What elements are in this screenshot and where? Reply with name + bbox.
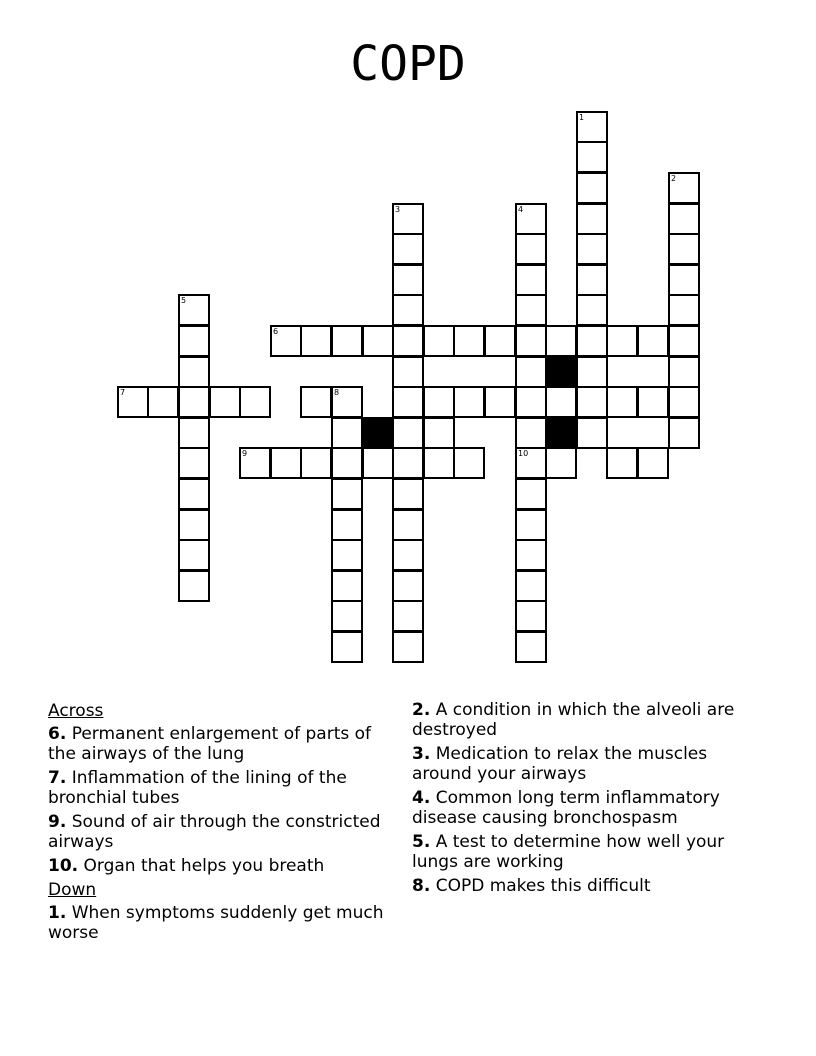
crossword-cell[interactable] (392, 539, 424, 571)
crossword-cell[interactable] (178, 570, 210, 602)
crossword-cell[interactable] (392, 509, 424, 541)
crossword-cell[interactable] (178, 356, 210, 388)
crossword-cell[interactable] (515, 600, 547, 632)
crossword-cell[interactable] (178, 325, 210, 357)
clue-across-10 (48, 856, 388, 876)
crossword-cell[interactable] (270, 325, 302, 357)
crossword-cell[interactable] (668, 172, 700, 204)
crossword-cell[interactable] (576, 172, 608, 204)
cell-number: 5 (181, 296, 187, 305)
clue-text: COPD makes this difficult (435, 876, 651, 896)
cell-number: 1 (579, 113, 585, 122)
cell-number: 6 (273, 327, 279, 336)
crossword-cell[interactable] (392, 294, 424, 326)
clue-number: 5. (412, 832, 431, 852)
crossword-cell[interactable] (515, 264, 547, 296)
crossword-cell[interactable] (576, 325, 608, 357)
crossword-cell[interactable] (668, 203, 700, 235)
crossword-cell[interactable] (392, 386, 424, 418)
crossword-cell[interactable] (637, 386, 669, 418)
crossword-cell[interactable] (668, 386, 700, 418)
crossword-cell[interactable] (270, 447, 302, 479)
crossword-cell[interactable] (515, 570, 547, 602)
clue-down-5 (412, 832, 752, 872)
crossword-cell[interactable] (178, 417, 210, 449)
blocked-cell (362, 417, 394, 449)
crossword-cell[interactable] (515, 539, 547, 571)
crossword-cell[interactable] (178, 447, 210, 479)
crossword-cell[interactable] (392, 478, 424, 510)
crossword-cell[interactable] (515, 203, 547, 235)
crossword-cell[interactable] (362, 447, 394, 479)
down-clues (412, 700, 752, 900)
clue-down-4 (412, 788, 752, 828)
across-clues (48, 700, 388, 947)
clue-number: 7. (48, 768, 67, 788)
clue-text: Organ that helps you breath (83, 856, 325, 876)
clue-down-1 (48, 903, 388, 943)
crossword-cell[interactable] (178, 294, 210, 326)
clue-across-9 (48, 812, 388, 852)
crossword-cell[interactable] (576, 233, 608, 265)
cell-number: 3 (395, 205, 401, 214)
crossword-cell[interactable] (668, 264, 700, 296)
crossword-cell[interactable] (606, 447, 638, 479)
crossword-cell[interactable] (606, 325, 638, 357)
crossword-cell[interactable] (576, 356, 608, 388)
blocked-cell (545, 356, 577, 388)
crossword-cell[interactable] (515, 417, 547, 449)
crossword-cell[interactable] (668, 356, 700, 388)
crossword-cell[interactable] (576, 264, 608, 296)
clue-number: 1. (48, 903, 67, 923)
clue-text: When symptoms suddenly get much worse (48, 903, 384, 943)
clue-down-2 (412, 700, 752, 740)
clue-number: 2. (412, 700, 431, 720)
clue-number: 4. (412, 788, 431, 808)
crossword-cell[interactable] (576, 386, 608, 418)
clue-number: 3. (412, 744, 431, 764)
clue-number: 10. (48, 856, 79, 876)
cell-number: 10 (518, 449, 529, 458)
crossword-cell[interactable] (606, 386, 638, 418)
clue-text: Medication to relax the muscles around your airways (412, 744, 708, 784)
crossword-cell[interactable] (515, 447, 547, 479)
crossword-cell[interactable] (392, 600, 424, 632)
crossword-cell[interactable] (515, 294, 547, 326)
clue-text: Sound of air through the constricted airways (48, 812, 381, 852)
crossword-cell[interactable] (147, 386, 179, 418)
crossword-cell[interactable] (453, 325, 485, 357)
clue-number: 6. (48, 724, 67, 744)
crossword-cell[interactable] (423, 447, 455, 479)
clue-across-6 (48, 724, 388, 764)
crossword-cell[interactable] (331, 325, 363, 357)
crossword-cell[interactable] (392, 447, 424, 479)
crossword-cell[interactable] (576, 417, 608, 449)
crossword-cell[interactable] (576, 111, 608, 143)
clue-across-7 (48, 768, 388, 808)
crossword-cell[interactable] (576, 294, 608, 326)
across-heading: Across (48, 701, 104, 721)
clue-down-8 (412, 876, 752, 896)
crossword-cell[interactable] (484, 386, 516, 418)
crossword-cell[interactable] (545, 386, 577, 418)
cell-number: 8 (334, 388, 340, 397)
crossword-cell[interactable] (300, 325, 332, 357)
crossword-cell[interactable] (637, 447, 669, 479)
crossword-cell[interactable] (668, 325, 700, 357)
crossword-cell[interactable] (300, 447, 332, 479)
crossword-cell[interactable] (331, 386, 363, 418)
cell-number: 9 (242, 449, 248, 458)
crossword-cell[interactable] (668, 417, 700, 449)
crossword-cell[interactable] (392, 631, 424, 663)
crossword-cell[interactable] (545, 447, 577, 479)
crossword-cell[interactable] (209, 386, 241, 418)
down-heading: Down (48, 880, 97, 900)
crossword-cell[interactable] (515, 631, 547, 663)
clue-down-3 (412, 744, 752, 784)
crossword-cell[interactable] (515, 233, 547, 265)
crossword-cell[interactable] (331, 417, 363, 449)
crossword-cell[interactable] (178, 509, 210, 541)
crossword-cell[interactable] (331, 509, 363, 541)
crossword-cell[interactable] (392, 203, 424, 235)
crossword-cell[interactable] (392, 570, 424, 602)
crossword-cell[interactable] (484, 325, 516, 357)
crossword-cell[interactable] (453, 386, 485, 418)
crossword-cell[interactable] (545, 325, 577, 357)
clue-text: Inflammation of the lining of the bronchial tubes (48, 768, 347, 808)
clue-text: A test to determine how well your lungs are working (412, 832, 725, 872)
crossword-cell[interactable] (515, 509, 547, 541)
crossword-cell[interactable] (331, 570, 363, 602)
crossword-cell[interactable] (331, 539, 363, 571)
clue-text: Common long term inflammatory disease causing bronchospasm (412, 788, 720, 828)
crossword-cell[interactable] (178, 539, 210, 571)
crossword-cell[interactable] (423, 386, 455, 418)
crossword-cell[interactable] (423, 325, 455, 357)
crossword-cell[interactable] (239, 386, 271, 418)
crossword-cell[interactable] (178, 386, 210, 418)
clue-number: 8. (412, 876, 431, 896)
crossword-cell[interactable] (576, 141, 608, 173)
page-title: COPD (350, 36, 466, 92)
crossword-cell[interactable] (300, 386, 332, 418)
crossword-cell[interactable] (515, 325, 547, 357)
crossword-cell[interactable] (668, 233, 700, 265)
crossword-cell[interactable] (392, 233, 424, 265)
crossword-cell[interactable] (178, 478, 210, 510)
crossword-cell[interactable] (515, 356, 547, 388)
cell-number: 7 (120, 388, 126, 397)
crossword-cell[interactable] (637, 325, 669, 357)
crossword-cell[interactable] (392, 325, 424, 357)
crossword-cell[interactable] (515, 386, 547, 418)
cell-number: 2 (671, 174, 677, 183)
crossword-cell[interactable] (576, 203, 608, 235)
cell-number: 4 (518, 205, 524, 214)
crossword-cell[interactable] (392, 356, 424, 388)
crossword-cell[interactable] (331, 478, 363, 510)
crossword-cell[interactable] (453, 447, 485, 479)
clue-text: Permanent enlargement of parts of the airways of the lung (48, 724, 372, 764)
clue-text: A condition in which the alveoli are destroyed (412, 700, 735, 740)
crossword-cell[interactable] (239, 447, 271, 479)
crossword-cell[interactable] (117, 386, 149, 418)
crossword-cell[interactable] (668, 294, 700, 326)
crossword-cell[interactable] (331, 631, 363, 663)
crossword-cell[interactable] (392, 417, 424, 449)
crossword-cell[interactable] (331, 447, 363, 479)
crossword-cell[interactable] (331, 600, 363, 632)
crossword-cell[interactable] (392, 264, 424, 296)
blocked-cell (545, 417, 577, 449)
clue-number: 9. (48, 812, 67, 832)
crossword-cell[interactable] (515, 478, 547, 510)
crossword-cell[interactable] (362, 325, 394, 357)
crossword-cell[interactable] (423, 417, 455, 449)
